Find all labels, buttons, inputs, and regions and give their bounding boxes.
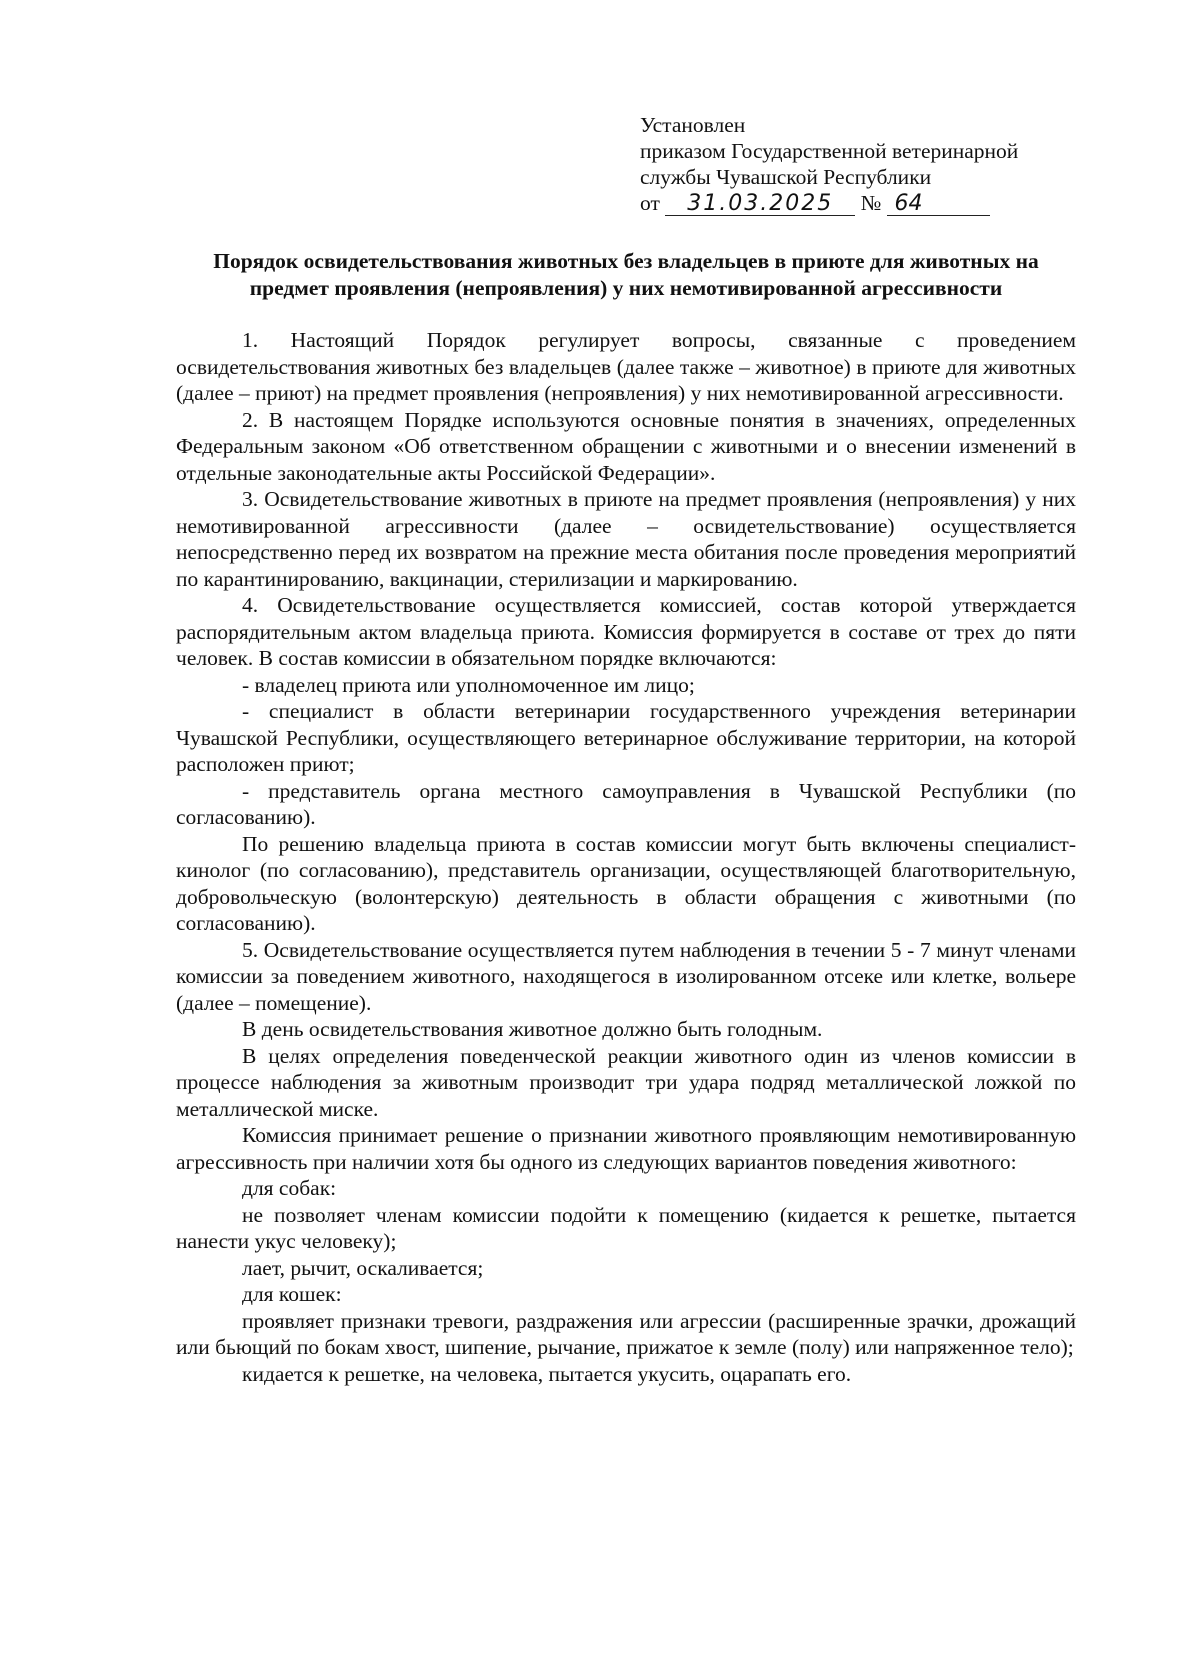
paragraph: Комиссия принимает решение о признании животного проявляющим немотивированную агрессивность при наличии хотя бы одного из следующих вариантов поведения животного:: [176, 1123, 1076, 1174]
document-title: Порядок освидетельствования животных без владельцев в приюте для животных на предмет проявления (непроявления) у них немотивированной агрессивности: [213, 249, 1039, 300]
from-label: от: [640, 191, 660, 215]
paragraph: 1. Настоящий Порядок регулирует вопросы, связанные с проведением освидетельствования животных без владельцев (далее также – животное) в приюте для животных (далее – приют) на предмет проявления (непроявления) у них немотивированной агрессивности.: [176, 328, 1076, 405]
paragraph: 4. Освидетельствование осуществляется комиссией, состав которой утверждается распорядительным актом владельца приюта. Комиссия формируется в составе от трех до пяти человек. В состав комиссии в обязательном порядке включаются:: [176, 593, 1076, 670]
paragraph: - представитель органа местного самоуправления в Чувашской Республики (по согласованию).: [176, 778, 1076, 829]
paragraph: лает, рычит, оскаливается;: [242, 1255, 484, 1280]
paragraph: - владелец приюта или уполномоченное им лицо;: [242, 672, 695, 697]
number-label: №: [860, 191, 882, 215]
paragraph: В целях определения поведенческой реакции животного один из членов комиссии в процессе наблюдения за животным производит три удара подряд металлической ложкой по металлической миске.: [176, 1043, 1076, 1121]
paragraph: В день освидетельствования животное должно быть голодным.: [242, 1017, 823, 1041]
paragraph: не позволяет членам комиссии подойти к помещению (кидается к решетке, пытается нанести укус человеку);: [176, 1202, 1076, 1253]
paragraph: - специалист в области ветеринарии государственного учреждения ветеринарии Чувашской Республики, осуществляющего ветеринарное обслуживание территории, на которой расположен приют;: [176, 699, 1076, 776]
paragraph: 3. Освидетельствование животных в приюте на предмет проявления (непроявления) у них немотивированной агрессивности (далее – освидетельствование) осуществляется непосредственно перед их возвратом на прежние места обитания после проведения мероприятий по карантинированию, вакцинации, стерилизации и маркированию.: [176, 487, 1076, 591]
approval-date-number-line: [640, 190, 1100, 216]
paragraph: 2. В настоящем Порядке используются основные понятия в значениях, определенных Федеральным законом «Об ответственном обращении с животными и о внесении изменений в отдельные законодательные акты Российской Федерации».: [176, 407, 1076, 485]
paragraph: для кошек:: [242, 1282, 342, 1306]
handwritten-date: 31.03.2025: [665, 193, 855, 216]
approval-line-order: приказом Государственной ветеринарной: [640, 139, 1019, 163]
approval-stamp-block: [640, 112, 1100, 216]
approval-line-service: службы Чувашской Республики: [640, 165, 932, 189]
document-body: [176, 327, 1076, 1387]
paragraph: для собак:: [242, 1176, 337, 1200]
handwritten-number: 64: [887, 193, 990, 216]
approval-line-established: Установлен: [640, 113, 746, 137]
paragraph: проявляет признаки тревоги, раздражения или агрессии (расширенные зрачки, дрожащий или бьющий по бокам хвост, шипение, рычание, прижатое к земле (полу) или напряженное тело);: [176, 1308, 1076, 1359]
paragraph: кидается к решетке, на человека, пытается укусить, оцарапать его.: [242, 1361, 852, 1386]
paragraph: 5. Освидетельствование осуществляется путем наблюдения в течении 5 - 7 минут членами комиссии за поведением животного, находящегося в изолированном отсеке или клетке, вольере (далее – помещение).: [176, 937, 1076, 1015]
paragraph: По решению владельца приюта в состав комиссии могут быть включены специалист-кинолог (по согласованию), представитель организации, осуществляющей благотворительную, добровольческую (волонтерскую) деятельность в области обращения с животными (по согласованию).: [176, 831, 1076, 935]
